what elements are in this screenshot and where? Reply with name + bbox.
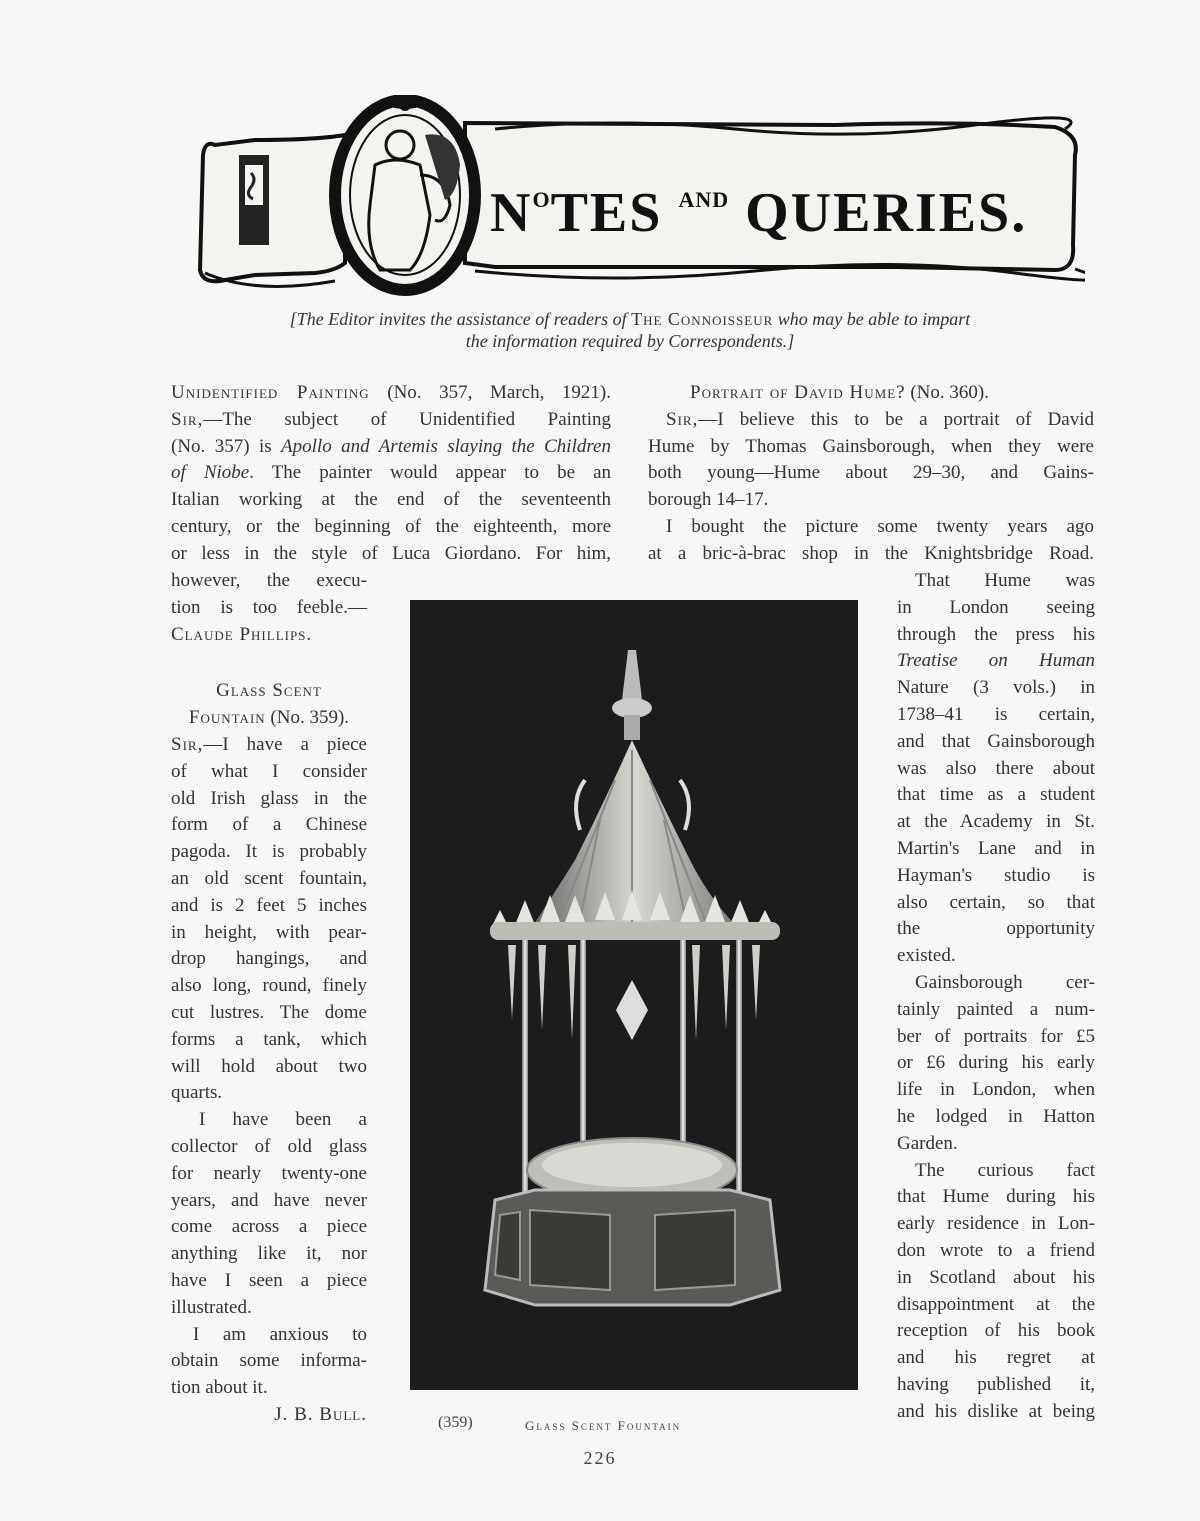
paragraph-line: illustrated. bbox=[171, 1296, 252, 1318]
page-title bbox=[490, 165, 1080, 244]
paragraph-line bbox=[171, 434, 611, 461]
paragraph-line: will hold about two bbox=[171, 1055, 367, 1077]
paragraph-line: don wrote to a friend bbox=[897, 1239, 1095, 1261]
painting-title-end: of Niobe bbox=[171, 462, 250, 484]
heading-text: Fountain bbox=[188, 706, 266, 728]
paragraph-line: years, and have never bbox=[171, 1189, 367, 1211]
paragraph-line: at a bric-à-brac shop in the Knightsbridge Road. bbox=[648, 542, 1094, 564]
editor-note-text-2: who may be able to impart bbox=[773, 309, 971, 329]
heading-ref: (No. 357, March, 1921). bbox=[369, 382, 611, 403]
unidentified-painting-section bbox=[171, 380, 611, 568]
paragraph-line: century, or the beginning of the eighteenth, more bbox=[171, 515, 611, 537]
paragraph-line: that time as a student bbox=[897, 784, 1095, 806]
heading-line2 bbox=[171, 705, 367, 732]
title-queries: QUERIES. bbox=[745, 182, 1028, 244]
editor-note bbox=[215, 308, 1045, 352]
unidentified-painting-ending bbox=[171, 568, 367, 648]
paragraph-line: borough 14–17. bbox=[648, 489, 769, 511]
paragraph-line: life in London, when bbox=[897, 1079, 1095, 1101]
glass-fountain-heading bbox=[171, 678, 367, 732]
paragraph-line: also long, round, finely bbox=[171, 975, 367, 997]
paragraph-line bbox=[171, 732, 367, 759]
paragraph-line: Italian working at the end of the seventeenth bbox=[171, 489, 611, 511]
paragraph-line: having published it, bbox=[897, 1373, 1095, 1395]
line-text: —I believe this to be a portrait of David bbox=[698, 408, 1094, 430]
paragraph-line bbox=[648, 407, 1094, 434]
paragraph-line: Martin's Lane and in bbox=[897, 837, 1095, 859]
paragraph-line: collector of old glass bbox=[171, 1135, 367, 1157]
paragraph-line: the opportunity bbox=[897, 918, 1095, 940]
paragraph-line: I bought the picture some twenty years ago bbox=[666, 515, 1094, 537]
paragraph-line: and his dislike at being bbox=[897, 1400, 1095, 1422]
david-hume-section bbox=[648, 380, 1094, 568]
paragraph-line: The curious fact bbox=[915, 1159, 1095, 1181]
section-heading bbox=[648, 380, 1094, 407]
paragraph-line: for nearly twenty-one bbox=[171, 1162, 367, 1184]
paragraph-line: I have been a bbox=[199, 1109, 367, 1131]
paragraph-line: and that Gainsborough bbox=[897, 730, 1095, 752]
paragraph-line: that Hume during his bbox=[897, 1186, 1095, 1208]
paragraph-line: and is 2 feet 5 inches bbox=[171, 894, 367, 916]
magazine-name: The Connoisseur bbox=[631, 309, 774, 329]
paragraph-line: pagoda. It is probably bbox=[171, 841, 367, 863]
line-text: . The painter would appear to be an bbox=[249, 462, 612, 484]
paragraph-line: Nature (3 vols.) in bbox=[897, 677, 1095, 699]
heading-text: Portrait of David Hume? bbox=[690, 382, 906, 403]
paragraph-line: tion about it. bbox=[171, 1377, 268, 1399]
paragraph-line: however, the execu- bbox=[171, 570, 367, 591]
line-text: —The subject of Unidentified Painting bbox=[203, 408, 611, 430]
line-text: (No. 357) is bbox=[171, 435, 282, 457]
heading-ref: (No. 360). bbox=[905, 382, 989, 403]
title-o: O bbox=[532, 187, 551, 212]
paragraph-line: obtain some informa- bbox=[171, 1350, 367, 1372]
page-number: 226 bbox=[583, 1448, 617, 1468]
paragraph-line: 1738–41 is certain, bbox=[897, 703, 1095, 725]
heading-line1: Glass Scent bbox=[216, 680, 322, 701]
paragraph-line: existed. bbox=[897, 945, 956, 967]
salutation: Sir, bbox=[666, 408, 699, 430]
david-hume-continued bbox=[897, 568, 1095, 1426]
book-title-line: Treatise on Human bbox=[897, 650, 1095, 672]
paragraph-line: anything like it, nor bbox=[171, 1243, 367, 1265]
paragraph-line: an old scent fountain, bbox=[171, 867, 367, 889]
paragraph-line bbox=[171, 407, 611, 434]
paragraph-line: of what I consider bbox=[171, 760, 367, 782]
paragraph-line: tainly painted a num- bbox=[897, 998, 1095, 1020]
caption-number: (359) bbox=[438, 1414, 473, 1431]
paragraph-line: form of a Chinese bbox=[171, 814, 367, 836]
title-tes: TES bbox=[550, 182, 663, 244]
paragraph-line: or £6 during his early bbox=[897, 1052, 1095, 1074]
paragraph-line: or less in the style of Luca Giordano. For him, bbox=[171, 542, 611, 564]
paragraph-line: in London seeing bbox=[897, 596, 1095, 618]
paragraph-line: in Scotland about his bbox=[897, 1266, 1095, 1288]
paragraph-line: reception of his book bbox=[897, 1320, 1095, 1342]
caption-text: Glass Scent Fountain bbox=[525, 1418, 682, 1433]
paragraph-line: old Irish glass in the bbox=[171, 787, 367, 809]
paragraph-line bbox=[171, 460, 611, 487]
heading-text: Unidentified Painting bbox=[171, 382, 370, 403]
paragraph-line: I am anxious to bbox=[193, 1323, 367, 1345]
paragraph-line: Hayman's studio is bbox=[897, 864, 1095, 886]
title-n: N bbox=[490, 182, 533, 244]
paragraph-line: tion is too feeble.— bbox=[171, 596, 367, 618]
signature-bull bbox=[171, 1402, 367, 1429]
editor-note-text: [The Editor invites the assistance of readers of bbox=[289, 309, 632, 329]
section-heading bbox=[171, 380, 611, 407]
paragraph-line: at the Academy in St. bbox=[897, 811, 1095, 833]
paragraph-line: was also there about bbox=[897, 757, 1095, 779]
paragraph-line: cut lustres. The dome bbox=[171, 1001, 367, 1023]
paragraph-line: have I seen a piece bbox=[171, 1269, 367, 1291]
paragraph-line: early residence in Lon- bbox=[897, 1213, 1095, 1235]
heading-ref: (No. 359). bbox=[265, 706, 350, 728]
paragraph-line: Gainsborough cer- bbox=[915, 971, 1095, 993]
paragraph-line: disappointment at the bbox=[897, 1293, 1095, 1315]
paragraph-line: and his regret at bbox=[897, 1347, 1095, 1369]
paragraph-line: Garden. bbox=[897, 1132, 958, 1154]
paragraph-line: Hume by Thomas Gainsborough, when they were bbox=[648, 435, 1094, 457]
paragraph-line: quarts. bbox=[171, 1082, 223, 1104]
editor-note-line2: the information required by Correspondents.] bbox=[465, 331, 795, 351]
paragraph-line: through the press his bbox=[897, 623, 1095, 645]
paragraph-line: forms a tank, which bbox=[171, 1028, 367, 1050]
glass-fountain-image bbox=[410, 600, 858, 1390]
paragraph-line: both young—Hume about 29–30, and Gains- bbox=[648, 462, 1094, 484]
title-and: AND bbox=[678, 187, 730, 212]
paragraph-line: in height, with pear- bbox=[171, 921, 367, 943]
salutation: Sir, bbox=[171, 734, 204, 755]
glass-fountain-photo bbox=[410, 600, 858, 1390]
paragraph-line: come across a piece bbox=[171, 1216, 367, 1238]
painting-title: Apollo and Artemis slaying the Children bbox=[281, 435, 611, 457]
paragraph-line: he lodged in Hatton bbox=[897, 1105, 1095, 1127]
line-text: —I have a piece bbox=[203, 734, 367, 755]
paragraph-line: ber of portraits for £5 bbox=[897, 1025, 1095, 1047]
glass-fountain-body bbox=[171, 732, 367, 1402]
salutation: Sir, bbox=[171, 408, 204, 430]
signature-text: J. B. Bull. bbox=[274, 1404, 367, 1425]
paragraph-line: That Hume was bbox=[915, 570, 1095, 591]
signature-phillips: Claude Phillips. bbox=[171, 623, 313, 645]
paragraph-line: also certain, so that bbox=[897, 891, 1095, 913]
paragraph-line: drop hangings, and bbox=[171, 948, 367, 970]
